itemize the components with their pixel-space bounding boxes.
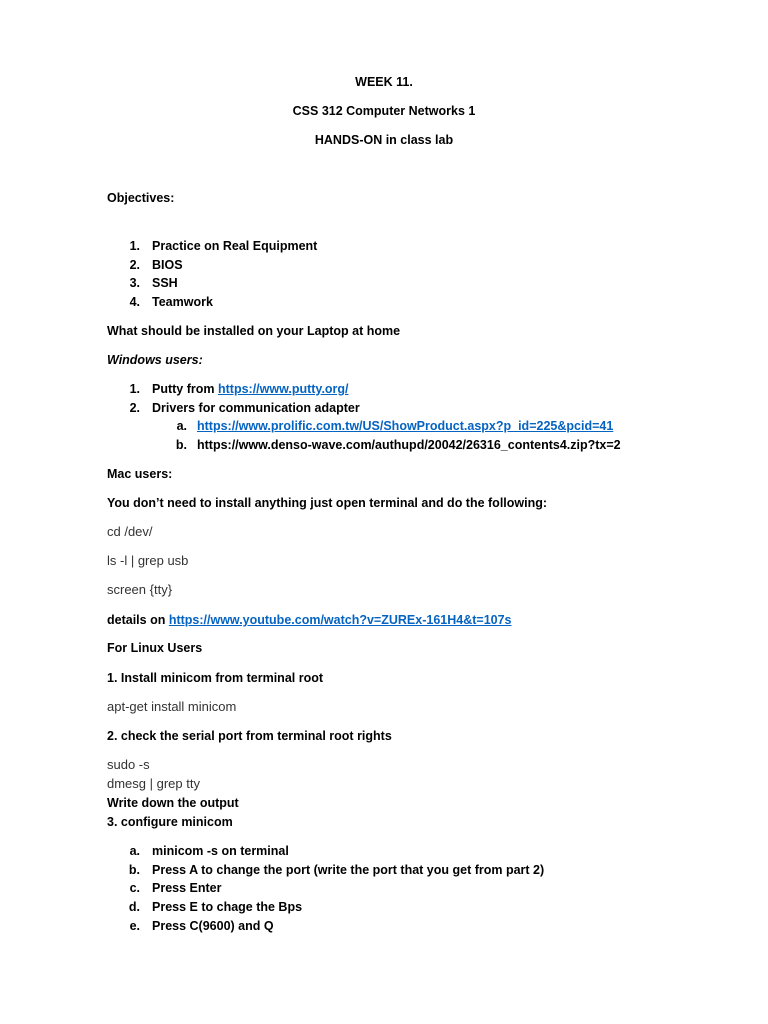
list-letter: a. bbox=[129, 844, 140, 858]
list-number: 1. bbox=[129, 382, 140, 396]
linux-heading: For Linux Users bbox=[107, 641, 203, 655]
putty-text: Putty from bbox=[152, 382, 218, 396]
list-text: Press C(9600) and Q bbox=[152, 919, 274, 933]
course-title: CSS 312 Computer Networks 1 bbox=[292, 104, 476, 118]
list-number: 1. bbox=[129, 239, 140, 253]
list-letter: e. bbox=[129, 919, 140, 933]
list-text: BIOS bbox=[152, 258, 183, 272]
list-number: 3. bbox=[129, 276, 140, 290]
list-number: 4. bbox=[129, 295, 140, 309]
list-text: Press Enter bbox=[152, 881, 222, 895]
mac-heading: Mac users: bbox=[107, 467, 173, 481]
list-letter: a. bbox=[176, 419, 187, 433]
list-number: 2. bbox=[129, 258, 140, 272]
command-cd: cd /dev/ bbox=[107, 524, 153, 539]
putty-link[interactable]: https://www.putty.org/ bbox=[217, 382, 349, 396]
linux-step-2: 2. check the serial port from terminal root rights bbox=[107, 729, 392, 743]
denso-driver-text: https://www.denso-wave.com/authupd/20042/26316_contents4.zip?tx=2 bbox=[197, 438, 621, 452]
details-text: details on bbox=[107, 613, 169, 627]
list-text: minicom -s on terminal bbox=[152, 844, 289, 858]
list-letter: b. bbox=[128, 863, 140, 877]
lab-title: HANDS-ON in class lab bbox=[314, 133, 454, 147]
write-down-note: Write down the output bbox=[107, 796, 239, 810]
list-text: Teamwork bbox=[152, 295, 213, 309]
command-screen: screen {tty} bbox=[107, 582, 173, 597]
details-line bbox=[107, 612, 512, 628]
objectives-heading: Objectives: bbox=[107, 191, 175, 205]
command-apt-get: apt-get install minicom bbox=[107, 699, 237, 714]
list-letter: b. bbox=[175, 438, 187, 452]
list-letter: d. bbox=[128, 900, 140, 914]
list-text: Press E to chage the Bps bbox=[152, 900, 303, 914]
list-text: SSH bbox=[152, 276, 178, 290]
list-letter: c. bbox=[129, 881, 140, 895]
command-sudo: sudo -s bbox=[107, 757, 150, 772]
youtube-link[interactable]: https://www.youtube.com/watch?v=ZUREx-161H4&t=107s bbox=[168, 613, 512, 627]
prolific-driver-link[interactable]: https://www.prolific.com.tw/US/ShowProduct.aspx?p_id=225&pcid=41 bbox=[197, 419, 614, 433]
linux-step-1: 1. Install minicom from terminal root bbox=[107, 671, 324, 685]
linux-step-3: 3. configure minicom bbox=[107, 815, 233, 829]
windows-heading: Windows users: bbox=[107, 353, 203, 367]
list-text: Press A to change the port (write the port that you get from part 2) bbox=[152, 863, 545, 877]
install-heading: What should be installed on your Laptop at home bbox=[107, 324, 401, 338]
week-title: WEEK 11. bbox=[355, 75, 413, 89]
command-dmesg: dmesg | grep tty bbox=[107, 776, 200, 791]
list-number: 2. bbox=[129, 401, 140, 415]
drivers-text: Drivers for communication adapter bbox=[152, 401, 360, 415]
command-ls: ls -l | grep usb bbox=[107, 553, 189, 568]
mac-instruction: You don’t need to install anything just open terminal and do the following: bbox=[107, 496, 548, 510]
list-text: Practice on Real Equipment bbox=[152, 239, 318, 253]
